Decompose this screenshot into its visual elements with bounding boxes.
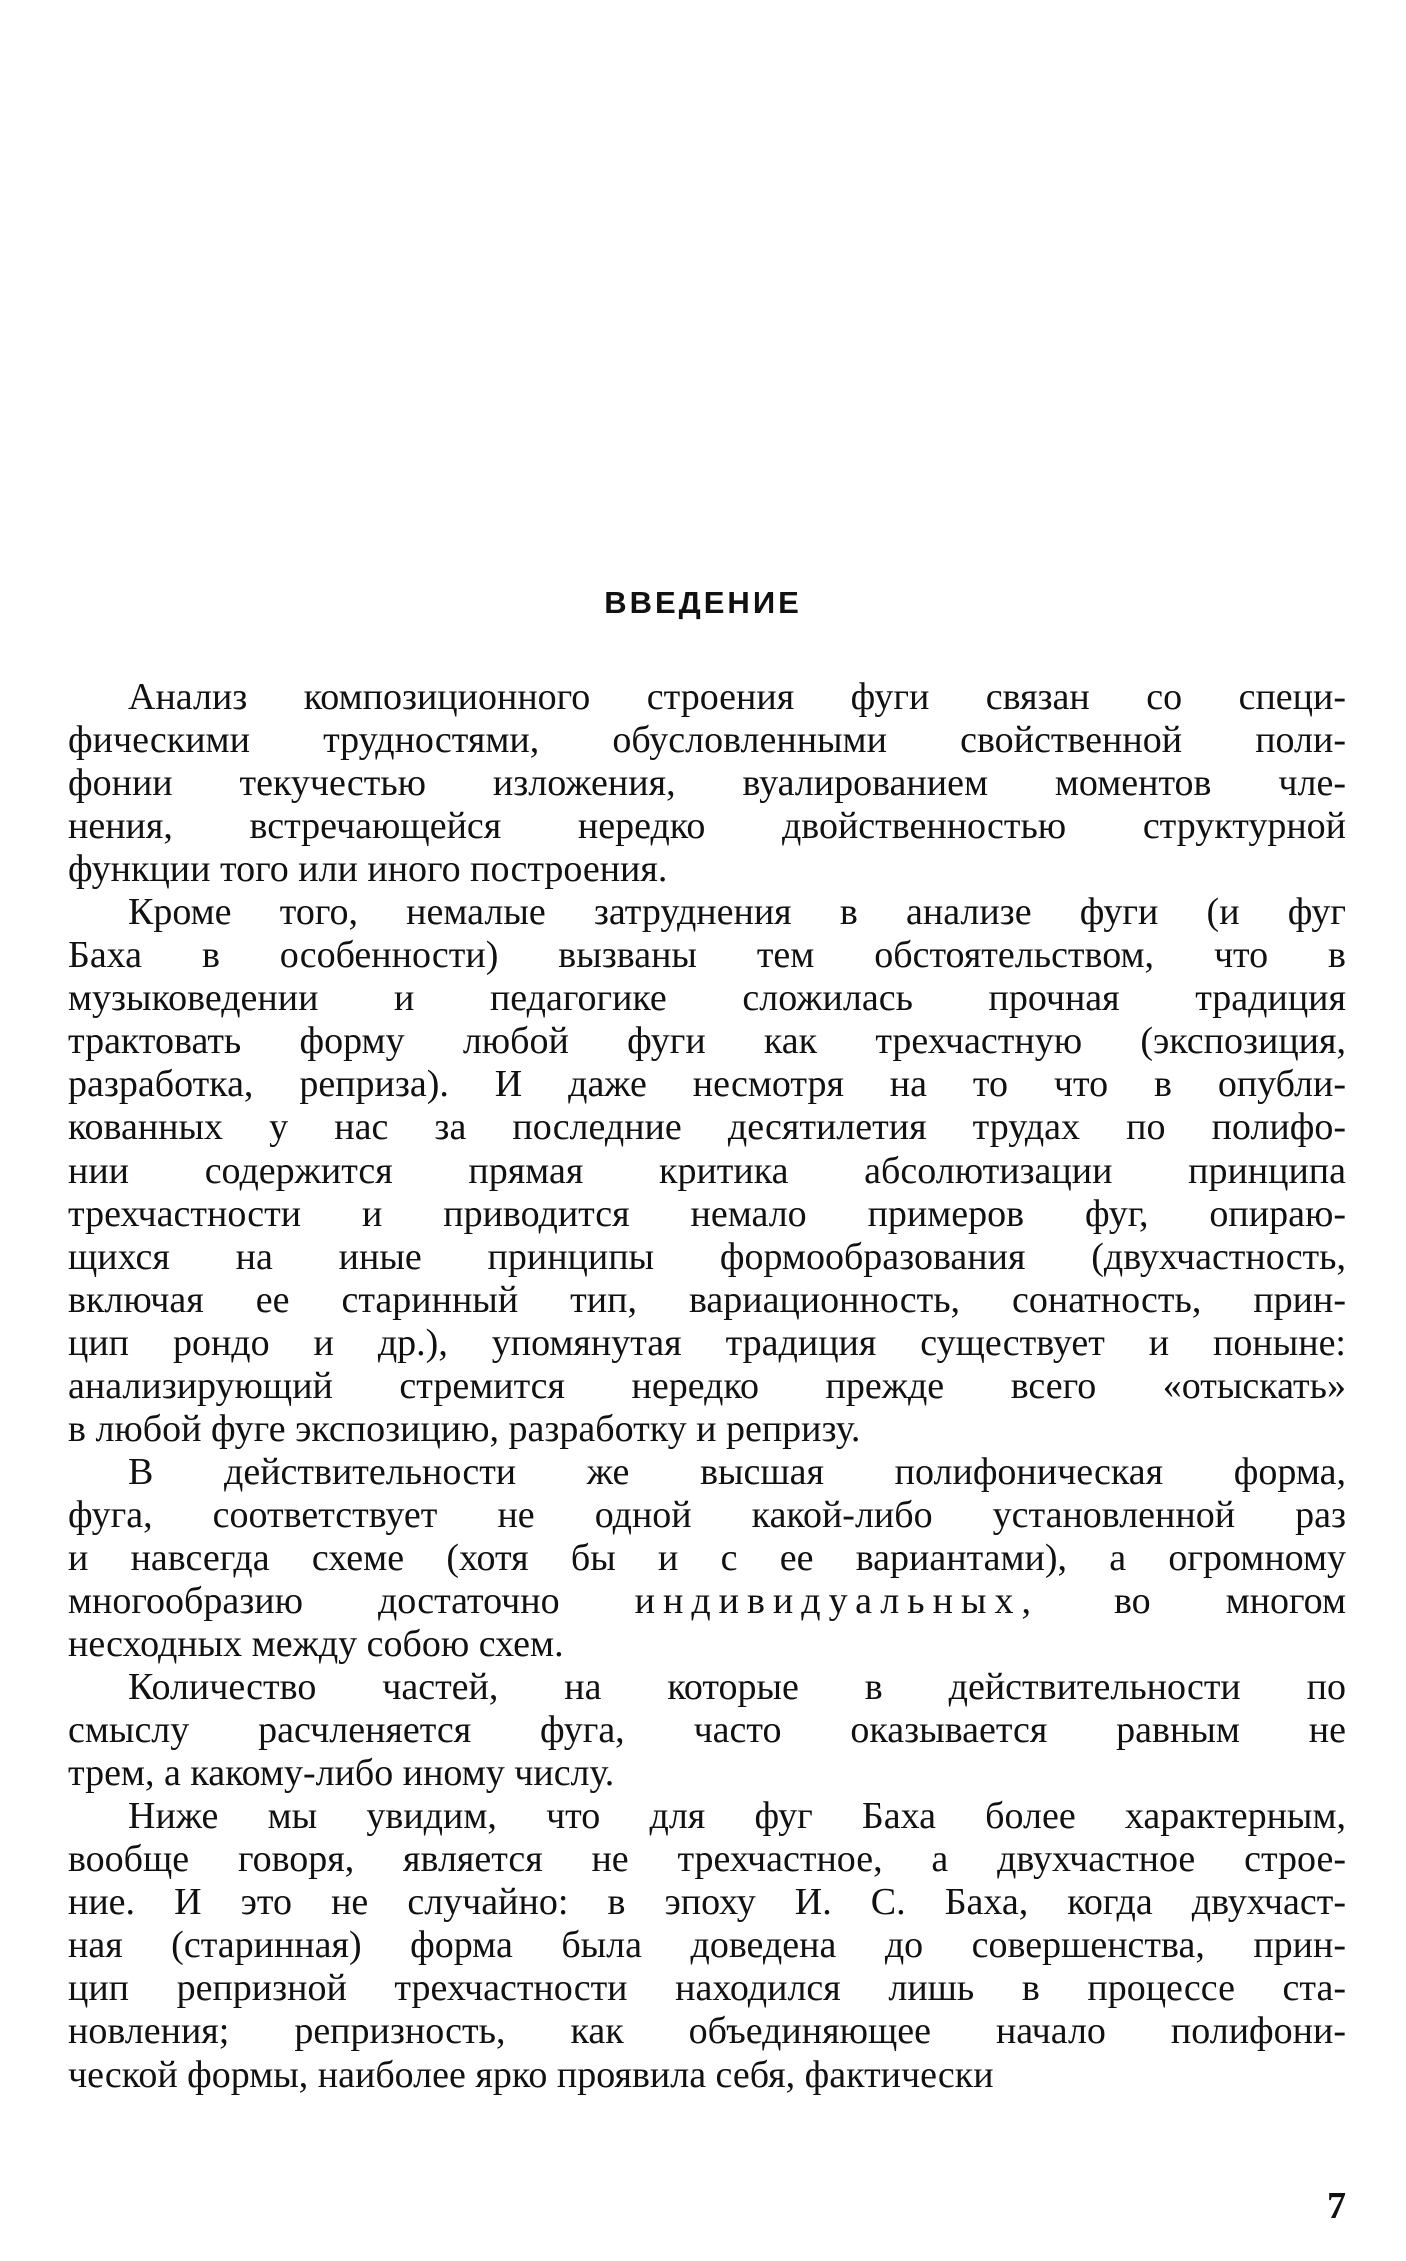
paragraph: [68, 1451, 1346, 1666]
page-number: 7: [1327, 2185, 1346, 2227]
text-line: несходных между собою схем.: [68, 1623, 564, 1666]
text-line: трехчастности и приводится немало примеров фуг, опираю-: [68, 1192, 1346, 1235]
text-line: трактовать форму любой фуги как трехчастную (экспозиция,: [68, 1020, 1346, 1063]
paragraph: [68, 1795, 1346, 2096]
text-line: и навсегда схеме (хотя бы и с ее вариантами), а огромному: [68, 1536, 1346, 1579]
text-line: включая ее старинный тип, вариационность, сонатность, прин-: [68, 1278, 1346, 1321]
text-line: смыслу расчленяется фуга, часто оказывается равным не: [68, 1709, 1346, 1752]
emphasized-word: индивидуальных,: [634, 1579, 1039, 1622]
text-line: анализирующий стремится нередко прежде всего «отыскать»: [68, 1364, 1346, 1407]
paragraph: [68, 1666, 1346, 1795]
text-line: ние. И это не случайно: в эпоху И. С. Баха, когда двухчаст-: [68, 1881, 1346, 1924]
body-text: [68, 676, 1346, 2097]
text-line: многообразию достаточно индивидуальных, во многом: [68, 1579, 1346, 1622]
paragraph: [68, 676, 1346, 891]
text-line: Количество частей, на которые в действительности по: [128, 1666, 1346, 1709]
text-line: цип репризной трехчастности находился лишь в процессе ста-: [68, 1967, 1346, 2010]
text-line: фическими трудностями, обусловленными свойственной поли-: [68, 719, 1346, 762]
text-line: нии содержится прямая критика абсолютизации принципа: [68, 1149, 1346, 1192]
text-line: кованных у нас за последние десятилетия трудах по полифо-: [68, 1106, 1346, 1149]
text-line: новления; репризность, как объединяющее начало полифони-: [68, 2010, 1346, 2053]
text-line: ческой формы, наиболее ярко проявила себя, фактически: [68, 2053, 994, 2096]
text-line: в любой фуге экспозицию, разработку и репризу.: [68, 1407, 861, 1450]
text-line: Кроме того, немалые затруднения в анализе фуги (и фуг: [128, 891, 1346, 934]
text-line: ная (старинная) форма была доведена до совершенства, прин-: [68, 1924, 1346, 1967]
text-line: Анализ композиционного строения фуги связан со специ-: [128, 676, 1346, 718]
text-line: Ниже мы увидим, что для фуг Баха более характерным,: [128, 1795, 1346, 1838]
text-line: трем, а какому-либо иному числу.: [68, 1752, 615, 1795]
text-line: фуга, соответствует не одной какой-либо установленной раз: [68, 1493, 1346, 1536]
text-line: Баха в особенности) вызваны тем обстоятельством, что в: [68, 934, 1346, 977]
text-line: щихся на иные принципы формообразования (двухчастность,: [68, 1235, 1346, 1278]
text-line: музыковедении и педагогике сложилась прочная традиция: [68, 977, 1346, 1020]
text-line: разработка, реприза). И даже несмотря на то что в опубли-: [68, 1063, 1346, 1106]
text-line: нения, встречающейся нередко двойственностью структурной: [68, 805, 1346, 848]
text-line: цип рондо и др.), упомянутая традиция существует и поныне:: [68, 1321, 1346, 1364]
text-line: фонии текучестью изложения, вуалированием моментов чле-: [68, 762, 1346, 805]
text-line: вообще говоря, является не трехчастное, а двухчастное строе-: [68, 1838, 1346, 1881]
text-line: функции того или иного построения.: [68, 848, 668, 891]
text-line: В действительности же высшая полифоническая форма,: [128, 1450, 1346, 1493]
chapter-heading: ВВЕДЕНИЕ: [604, 585, 802, 620]
paragraph: [68, 891, 1346, 1451]
